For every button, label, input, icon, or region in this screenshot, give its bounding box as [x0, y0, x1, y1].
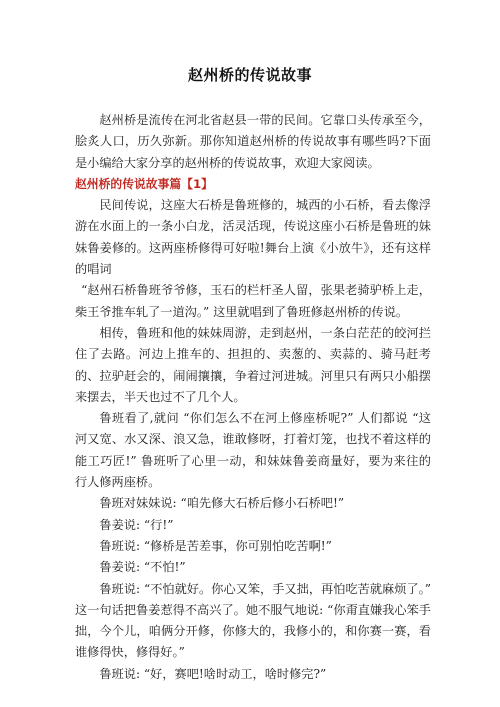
story-paragraph: 鲁姜说: “行!”	[99, 517, 174, 532]
story-paragraph: 鲁班看了,就问 “你们怎么不在河上修座桥呢?” 人们都说 “这河又宽、水又深、浪又急，谁敢修呀，打着灯笼，也找不着这样的能工巧匠!” 鲁班听了心里一动，和妹妹鲁姜商量好，要为来往的行人修两座桥。	[75, 411, 431, 490]
story-paragraph: 鲁姜说: “不怕!”	[99, 560, 186, 575]
story-paragraph: 鲁班说: “不怕就好。你心又笨，手又拙，再怕吃苦就麻烦了。” 这一句话把鲁姜惹得不高兴了。她不服气地说: “你甭直嫌我心笨手拙，今个儿，咱俩分开修，你修大的，我修小的，和你赛一赛，看谁修得快，修得好。”	[75, 581, 431, 660]
section-heading: 赵州桥的传说故事篇【1】	[75, 176, 213, 191]
story-paragraph: 鲁班说: “修桥是苦差事，你可别怕吃苦啊!”	[99, 538, 332, 553]
story-paragraph: 相传，鲁班和他的妹妹周游，走到赵州，一条白茫茫的皎河拦住了去路。河边上推车的、担担的、卖葱的、卖蒜的、骑马赶考的、拉驴赶会的，闹闹攘攘，争着过河进城。河里只有两只小船摆来摆去，半天也过不了几个人。	[75, 325, 431, 404]
article-body	[75, 110, 431, 685]
story-paragraph: 民间传说，这座大石桥是鲁班修的，城西的小石桥，看去像浮游在水面上的一条小白龙，活灵活现，传说这座小石桥是鲁班的妹妹鲁姜修的。这两座桥修得可好啦!舞台上演《小放牛》，还有这样的唱词	[75, 198, 431, 277]
story-paragraph: “赵州石桥鲁班爷爷修，玉石的栏杆圣人留，张果老骑驴桥上走，柴王爷推车轧了一道沟。” 这里就唱到了鲁班修赵州桥的传说。	[75, 283, 431, 319]
story-paragraph: 鲁班说: “好，赛吧!啥时动工，啥时修完?”	[99, 666, 327, 681]
story-paragraph: 鲁班对妹妹说: “咱先修大石桥后修小石桥吧!”	[99, 496, 345, 511]
intro-paragraph: 赵州桥是流传在河北省赵县一带的民间。它靠口头传承至今，脍炙人口，历久弥新。那你知道赵州桥的传说故事有哪些吗?下面是小编给大家分享的赵州桥的传说故事，欢迎大家阅读。	[75, 113, 431, 170]
page-title: 赵州桥的传说故事	[187, 66, 312, 84]
